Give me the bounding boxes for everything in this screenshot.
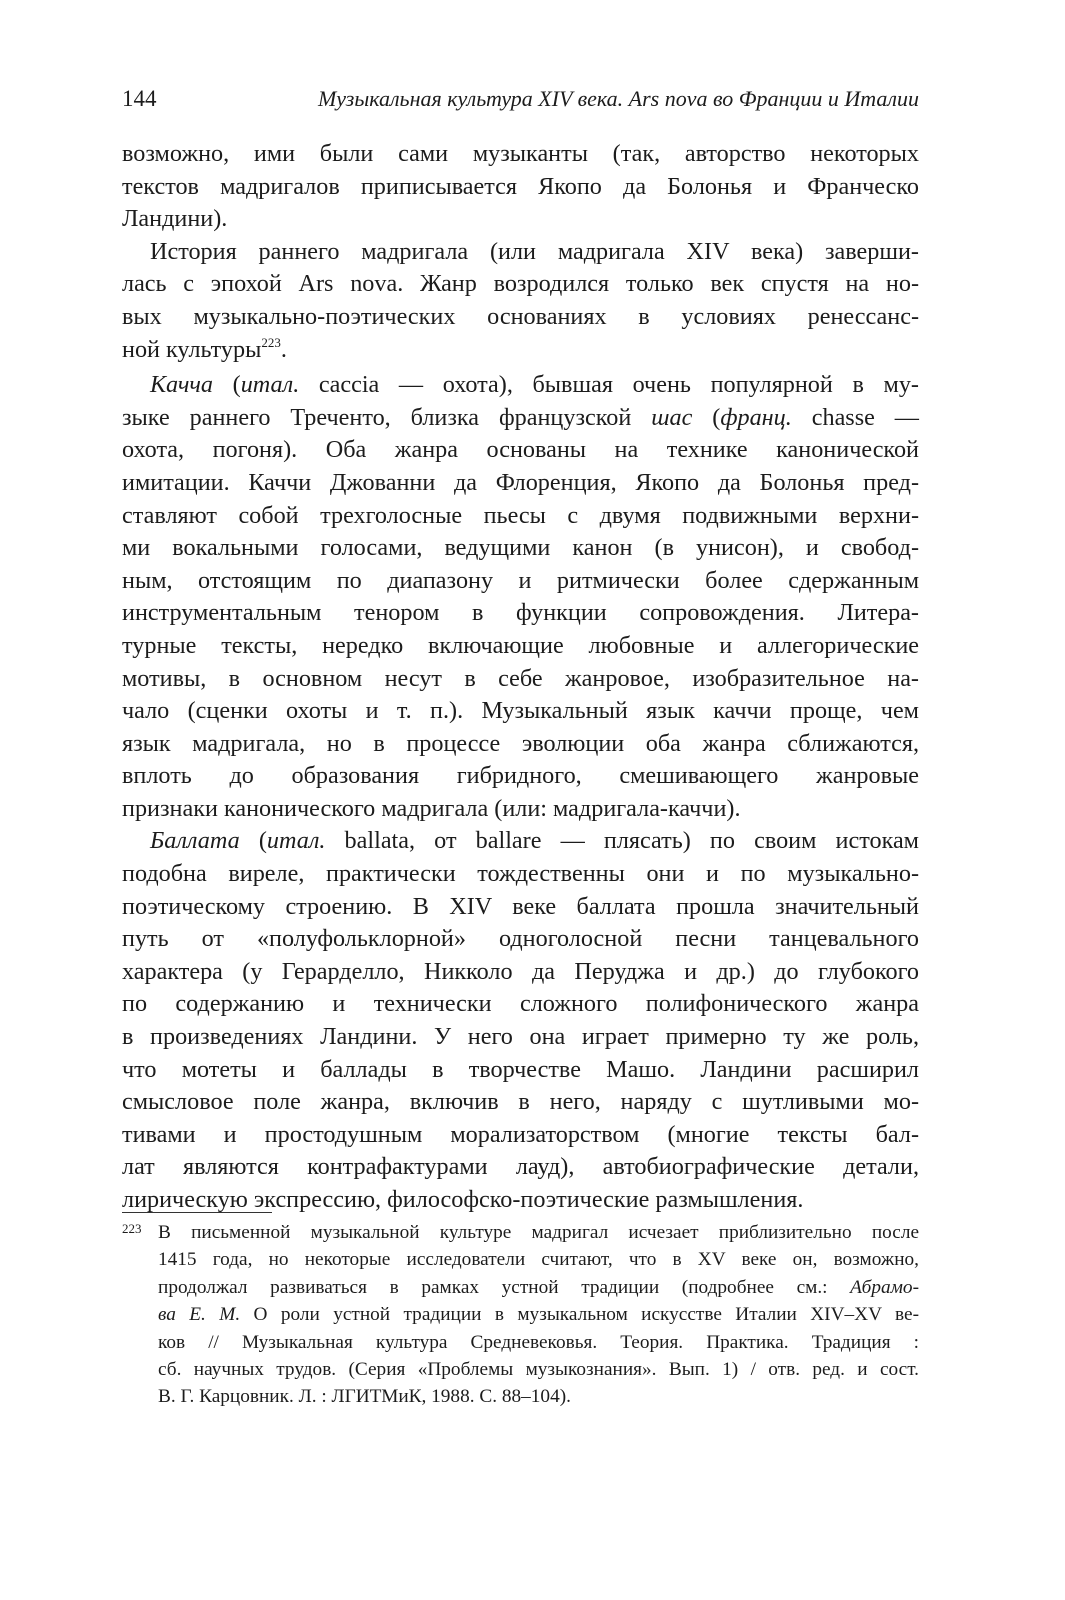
text-line: ным, отстоящим по диапазону и ритмически более сдержанным	[122, 566, 919, 594]
text-segment: О роли устной традиции в музыкальном искусстве Италии XIV–XV ве-	[240, 1304, 920, 1326]
text-line: вплоть до образования гибридного, смешивающего жанровые	[122, 762, 919, 790]
text-line: ми вокальными голосами, ведущими канон (в унисон), и свобод-	[122, 534, 919, 562]
paragraph-4	[122, 825, 919, 1216]
text-segment: ной культуры	[122, 335, 262, 363]
running-title: Музыкальная культура XIV века. Ars nova во Франции и Италии	[317, 86, 919, 111]
text-line: инструментальным тенором в функции сопровождения. Литера-	[122, 599, 919, 627]
text-line: что мотеты и баллады в творчестве Машо. Ландини расширил	[122, 1055, 919, 1083]
text-line: Ландини).	[122, 205, 228, 233]
text-line: признаки канонического мадригала (или: мадригала-каччи).	[122, 794, 741, 822]
footnote-number: 223	[122, 1221, 142, 1236]
text-line: в произведениях Ландини. У него она играет примерно ту же роль,	[122, 1023, 919, 1051]
author-italic: ва Е. М.	[158, 1304, 241, 1326]
term-italic: Баллата	[150, 827, 240, 855]
text-line	[122, 825, 919, 858]
text-segment: chasse —	[791, 403, 919, 431]
text-line: возможно, ими были сами музыканты (так, авторство некоторых	[122, 140, 919, 167]
text-segment: ballata, от ballare — плясать) по своим истокам	[325, 827, 919, 855]
text-segment: .	[280, 335, 287, 363]
text-line: язык мадригала, но в процессе эволюции оба жанра сближаются,	[122, 729, 919, 757]
text-line: подобна виреле, практически тождественны они и по музыкально-	[122, 860, 919, 888]
text-line: вых музыкально-поэтических основаниях в условиях ренессанс-	[122, 302, 919, 330]
text-line: лат являются контрафактурами лауд), автобиографические детали,	[122, 1153, 919, 1181]
text-segment: (	[213, 371, 241, 399]
page-number: 144	[122, 86, 157, 111]
text-line	[122, 369, 919, 402]
footnote-line	[122, 1301, 919, 1328]
footnote-divider	[122, 1212, 272, 1213]
running-head	[122, 84, 919, 114]
abbrev-italic: итал.	[266, 827, 326, 855]
text-line: текстов мадригалов приписывается Якопо да Болонья и Франческо	[122, 172, 919, 200]
text-line: смысловое поле жанра, включив в него, наряду с шутливыми мо-	[122, 1088, 919, 1116]
text-segment: зыке раннего Треченто, близка французской	[122, 403, 652, 431]
paragraph-1	[122, 138, 919, 236]
text-segment: (	[692, 403, 721, 431]
footnote-line: В. Г. Карцовник. Л. : ЛГИТМиК, 1988. С. 88–104).	[158, 1386, 571, 1408]
text-line: мотивы, в основном несут в себе жанровое, изобразительное на-	[122, 664, 919, 692]
text-line: имитации. Каччи Джованни да Флоренция, Якопо да Болонья пред-	[122, 468, 919, 496]
author-italic: Абрамо-	[850, 1276, 919, 1298]
text-line: поэтическому строению. В XIV веке баллата прошла значительный	[122, 892, 919, 920]
footnote-line	[122, 1274, 919, 1301]
text-line	[122, 334, 919, 370]
footnote-line: В письменной музыкальной культуре мадригал исчезает приблизительно после	[158, 1222, 919, 1243]
text-line: по содержанию и технически сложного полифонического жанра	[122, 990, 919, 1018]
text-line: История раннего мадригала (или мадригала XIV века) заверши-	[150, 237, 919, 265]
text-line: ставляют собой трехголосные пьесы с двумя подвижными верхни-	[122, 501, 919, 529]
abbrev-italic: франц.	[720, 403, 792, 431]
text-line: лирическую экспрессию, философско-поэтические размышления.	[122, 1186, 804, 1213]
footnote-223	[122, 1219, 919, 1411]
footnote-line: 1415 года, но некоторые исследователи считают, что в XV веке он, возможно,	[158, 1249, 919, 1271]
term-italic: Качча	[150, 371, 214, 399]
text-line: путь от «полуфольклорной» одноголосной песни танцевального	[122, 925, 919, 953]
paragraph-2	[122, 236, 919, 369]
footnote-line: сб. научных трудов. (Серия «Проблемы музыкознания». Вып. 1) / отв. ред. и сост.	[158, 1359, 919, 1381]
footnote-line: ков // Музыкальная культура Средневековья. Теория. Практика. Традиция :	[158, 1331, 919, 1353]
abbrev-italic: итал.	[240, 371, 300, 399]
footnote-reference[interactable]: 223	[261, 334, 281, 350]
text-segment: (	[239, 827, 267, 855]
text-segment: caccia — охота), бывшая очень популярной в му-	[299, 371, 919, 399]
text-line: тивами и простодушным морализаторством (многие тексты бал-	[122, 1120, 919, 1148]
text-line: характера (у Герарделло, Никколо да Перуджа и др.) до глубокого	[122, 957, 919, 985]
text-line: охота, погоня). Оба жанра основаны на технике канонической	[122, 436, 919, 464]
main-text	[122, 138, 919, 1217]
text-segment: продолжал развиваться в рамках устной традиции (подробнее см.:	[158, 1276, 851, 1298]
paragraph-3	[122, 369, 919, 825]
text-line: чало (сценки охоты и т. п.). Музыкальный язык каччи проще, чем	[122, 697, 919, 725]
text-line: лась с эпохой Ars nova. Жанр возродился только век спустя на но-	[122, 270, 919, 298]
text-line	[122, 402, 919, 435]
text-line: турные тексты, нередко включающие любовные и аллегорические	[122, 631, 919, 659]
term-italic: шас	[651, 403, 693, 431]
